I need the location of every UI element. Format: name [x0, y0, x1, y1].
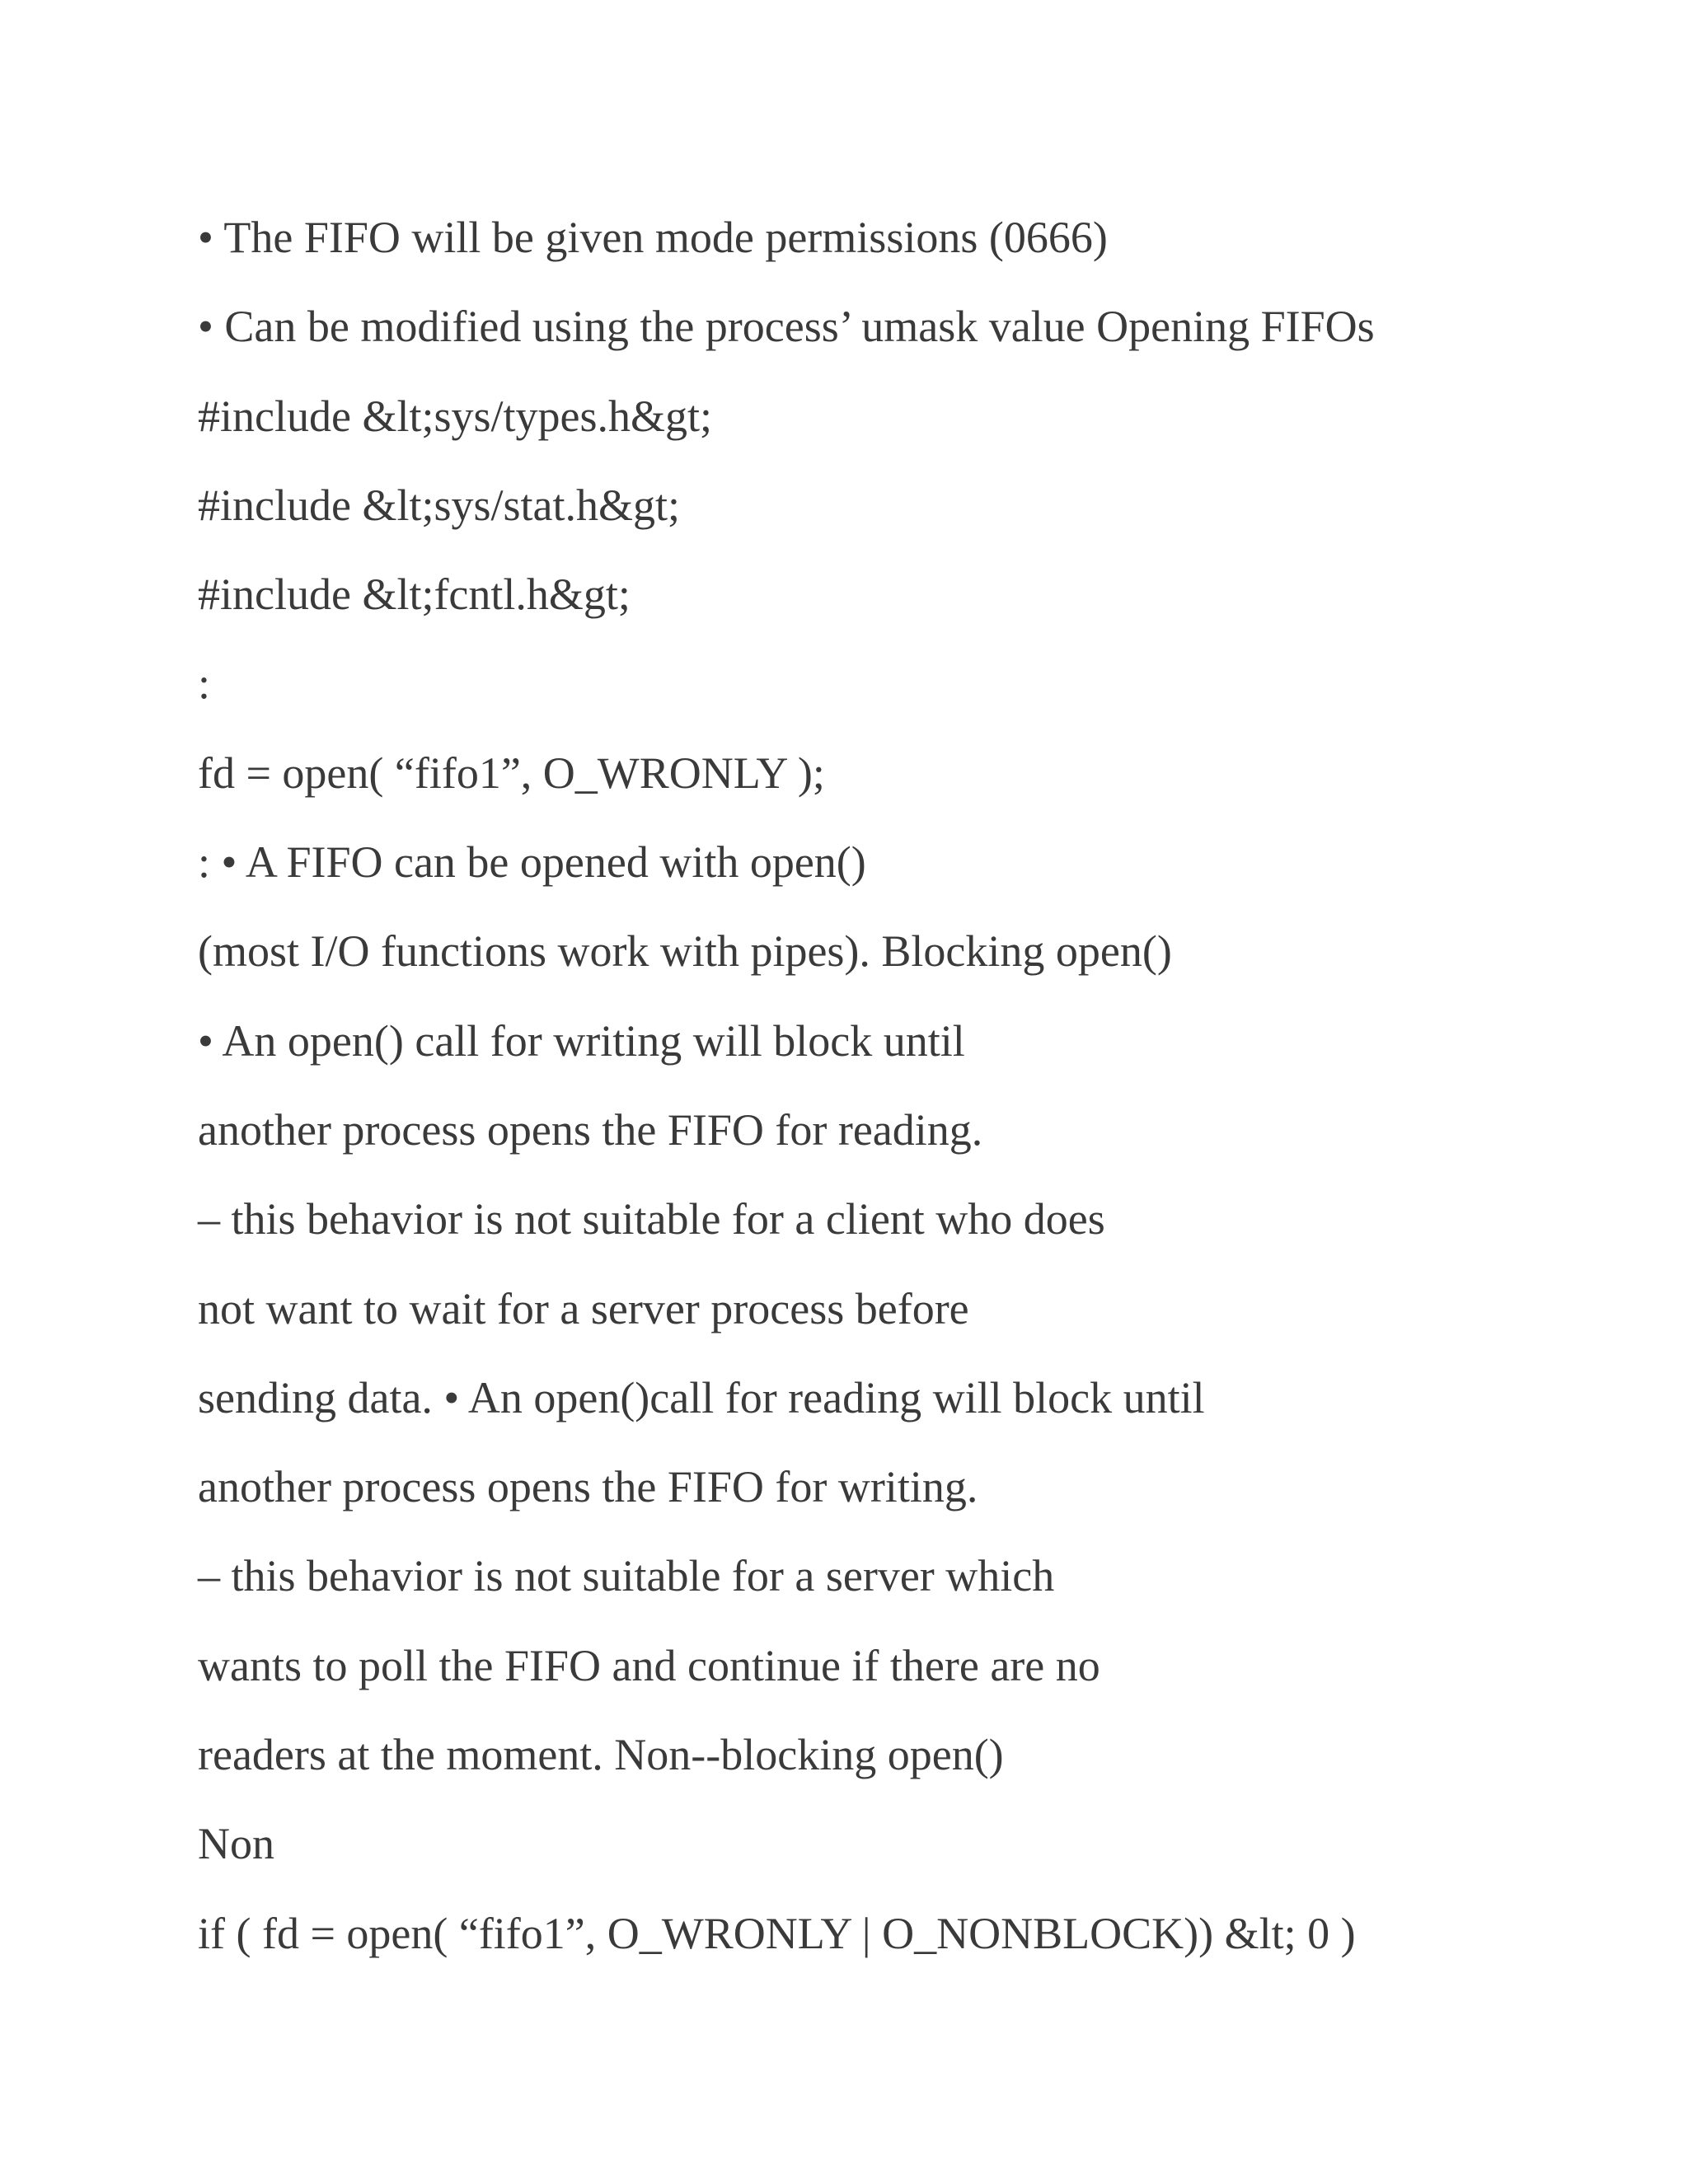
text-line-client-behavior: – this behavior is not suitable for a client who does	[198, 1194, 1105, 1244]
text-line-include-fcntl: #include &lt;fcntl.h&gt;	[198, 569, 631, 620]
text-line-bullet-permissions: • The FIFO will be given mode permissions (0666)	[198, 213, 1108, 262]
text-line-io-functions: (most I/O functions work with pipes). Blocking open()	[198, 926, 1172, 977]
text-line-nonblocking-open: readers at the moment. Non--blocking open()	[198, 1730, 1004, 1780]
text-line-include-stat: #include &lt;sys/stat.h&gt;	[198, 480, 680, 530]
text-line-writing: another process opens the FIFO for writing.	[198, 1462, 978, 1512]
text-line-sending-data: sending data. • An open()call for reading will block until	[198, 1372, 1205, 1422]
text-line-open-write-block: • An open() call for writing will block until	[198, 1015, 965, 1066]
text-line-wait-server: not want to wait for a server process before	[198, 1283, 969, 1333]
text-line-include-types: #include &lt;sys/types.h&gt;	[198, 391, 712, 441]
text-line-poll-fifo: wants to poll the FIFO and continue if there are no	[198, 1640, 1100, 1690]
text-line-bullet-umask: • Can be modified using the process’ umask value Opening FIFOs	[198, 302, 1375, 352]
text-line-reading: another process opens the FIFO for reading.	[198, 1104, 983, 1155]
text-line-non: Non	[198, 1819, 274, 1869]
text-line-fifo-open-bullet: : • A FIFO can be opened with open()	[198, 837, 866, 888]
text-line-open-call: fd = open( “fifo1”, O_WRONLY );	[198, 748, 825, 798]
text-line-colon: :	[198, 658, 211, 709]
document-body	[198, 193, 1599, 1978]
text-line-server-behavior: – this behavior is not suitable for a server which	[198, 1551, 1055, 1601]
text-line-nonblock-call: if ( fd = open( “fifo1”, O_WRONLY | O_NONBLOCK)) &lt; 0 )	[198, 1908, 1356, 1958]
